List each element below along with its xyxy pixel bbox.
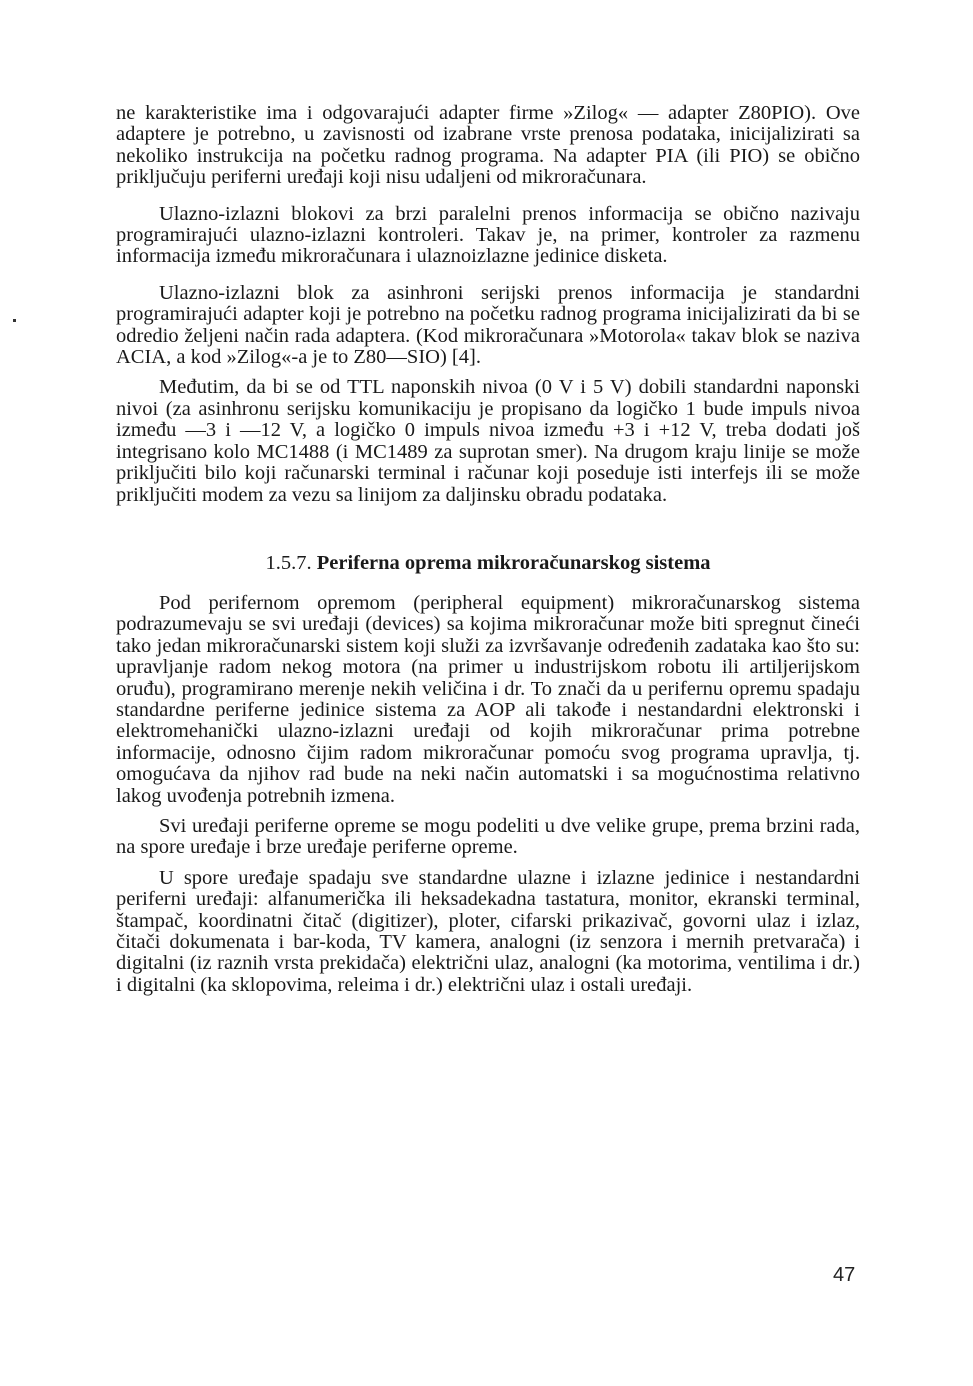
margin-mark: [13, 319, 16, 322]
paragraph-6: Svi uređaji periferne opreme se mogu podeliti u dve velike grupe, prema brzini rada, na spore uređaje i brze uređaje periferne opreme.: [116, 814, 860, 859]
paragraph-3: Ulazno-izlazni blok za asinhroni serijski prenos informacija je standardni programirajući adapter koji je potrebno na početku radnog programa inicijalizirati da bi se odredio željeni način rada adaptera. (Kod mikroračunara »Motorola« takav blok se naziva ACIA, a kod »Zilog«-a je to Z80—SIO) [4].: [116, 281, 860, 369]
text-column: [116, 103, 860, 996]
paragraph-5: Pod perifernom opremom (peripheral equipment) mikroračunarskog sistema podrazumevaju se svi uređaji (devices) sa kojima mikroračunar može biti spregnut čineći tako jedan mikroračunarski sistem koji služi za izvršavanje određenih zadataka kao što su: upravljanje radom nekog motora (na primer u industrijskom robotu ili artiljerijskom oruđu), programirano merenje nekih veličina i dr. To znači da u perifernu opremu spadaju standardne periferne jedinice sistema za AOP ali takođe i nestandardni elektronski i elektromehanički ulazno-izlazni uređaji od kojih mikroračunar prima potrebne informacije, odnosno čijim radom mikroračunar pomoću svog programa upravlja, tj. omogućava da njihov rad bude na neki način automatski i sa mogućnostima relativno lakog uvođenja potrebnih izmena.: [116, 591, 860, 807]
paragraph-1: ne karakteristike ima i odgovarajući adapter firme »Zilog« — adapter Z80PIO). Ove adaptere je potrebno, u zavisnosti od izabrane vrste prenosa podataka, inicijalizirati sa nekoliko instrukcija na početku radnog programa. Na adapter PIA (ili PIO) se obično priključuju periferni uređaji koji nisu udaljeni od mikroračunara.: [116, 102, 860, 189]
section-heading: [116, 551, 860, 575]
page-number: 47: [833, 1264, 856, 1286]
paragraph-2: Ulazno-izlazni blokovi za brzi paralelni prenos informacija se obično nazivaju programirajući ulazno-izlazni kontroleri. Takav je, na primer, kontroler za razmenu informacija između mikroračunara i ulaznoizlazne jedinice disketa.: [116, 202, 860, 268]
paragraph-4: Međutim, da bi se od TTL naponskih nivoa (0 V i 5 V) dobili standardni naponski nivoi (za asinhronu serijsku komunikaciju je propisano da logičko 1 bude impuls nivoa između —3 i —12 V, a logičko 0 impuls nivoa između +3 i +12 V, treba dodati još integrisano kolo MC1488 (i MC1489 za suprotan smer). Na drugom kraju linije se može priključiti bilo koji računarski terminal i računar koji poseduje isti interfejs ili se može priključiti modem za vezu sa linijom za daljinsku obradu podataka.: [116, 376, 860, 506]
section-number: 1.5.7.: [265, 551, 312, 574]
section-title: Periferna oprema mikroračunarskog sistema: [316, 551, 711, 574]
paragraph-7: U spore uređaje spadaju sve standardne ulazne i izlazne jedinice i nestandardni periferni uređaji: alfanumerička ili heksadekadna tastatura, monitor, ekranski terminal, štampač, koordinatni čitač (digitizer), ploter, cifarski prikazivač, govorni ulaz i izlaz, čitači dokumenata i bar-koda, TV kamera, analogni (iz senzora i mernih pretvarača) i digitalni (iz raznih vrsta prekidača) električni ulaz, analogni (ka motorima, ventilima i dr.) i digitalni (ka sklopovima, releima i dr.) električni ulaz i ostali uređaji.: [116, 866, 860, 996]
